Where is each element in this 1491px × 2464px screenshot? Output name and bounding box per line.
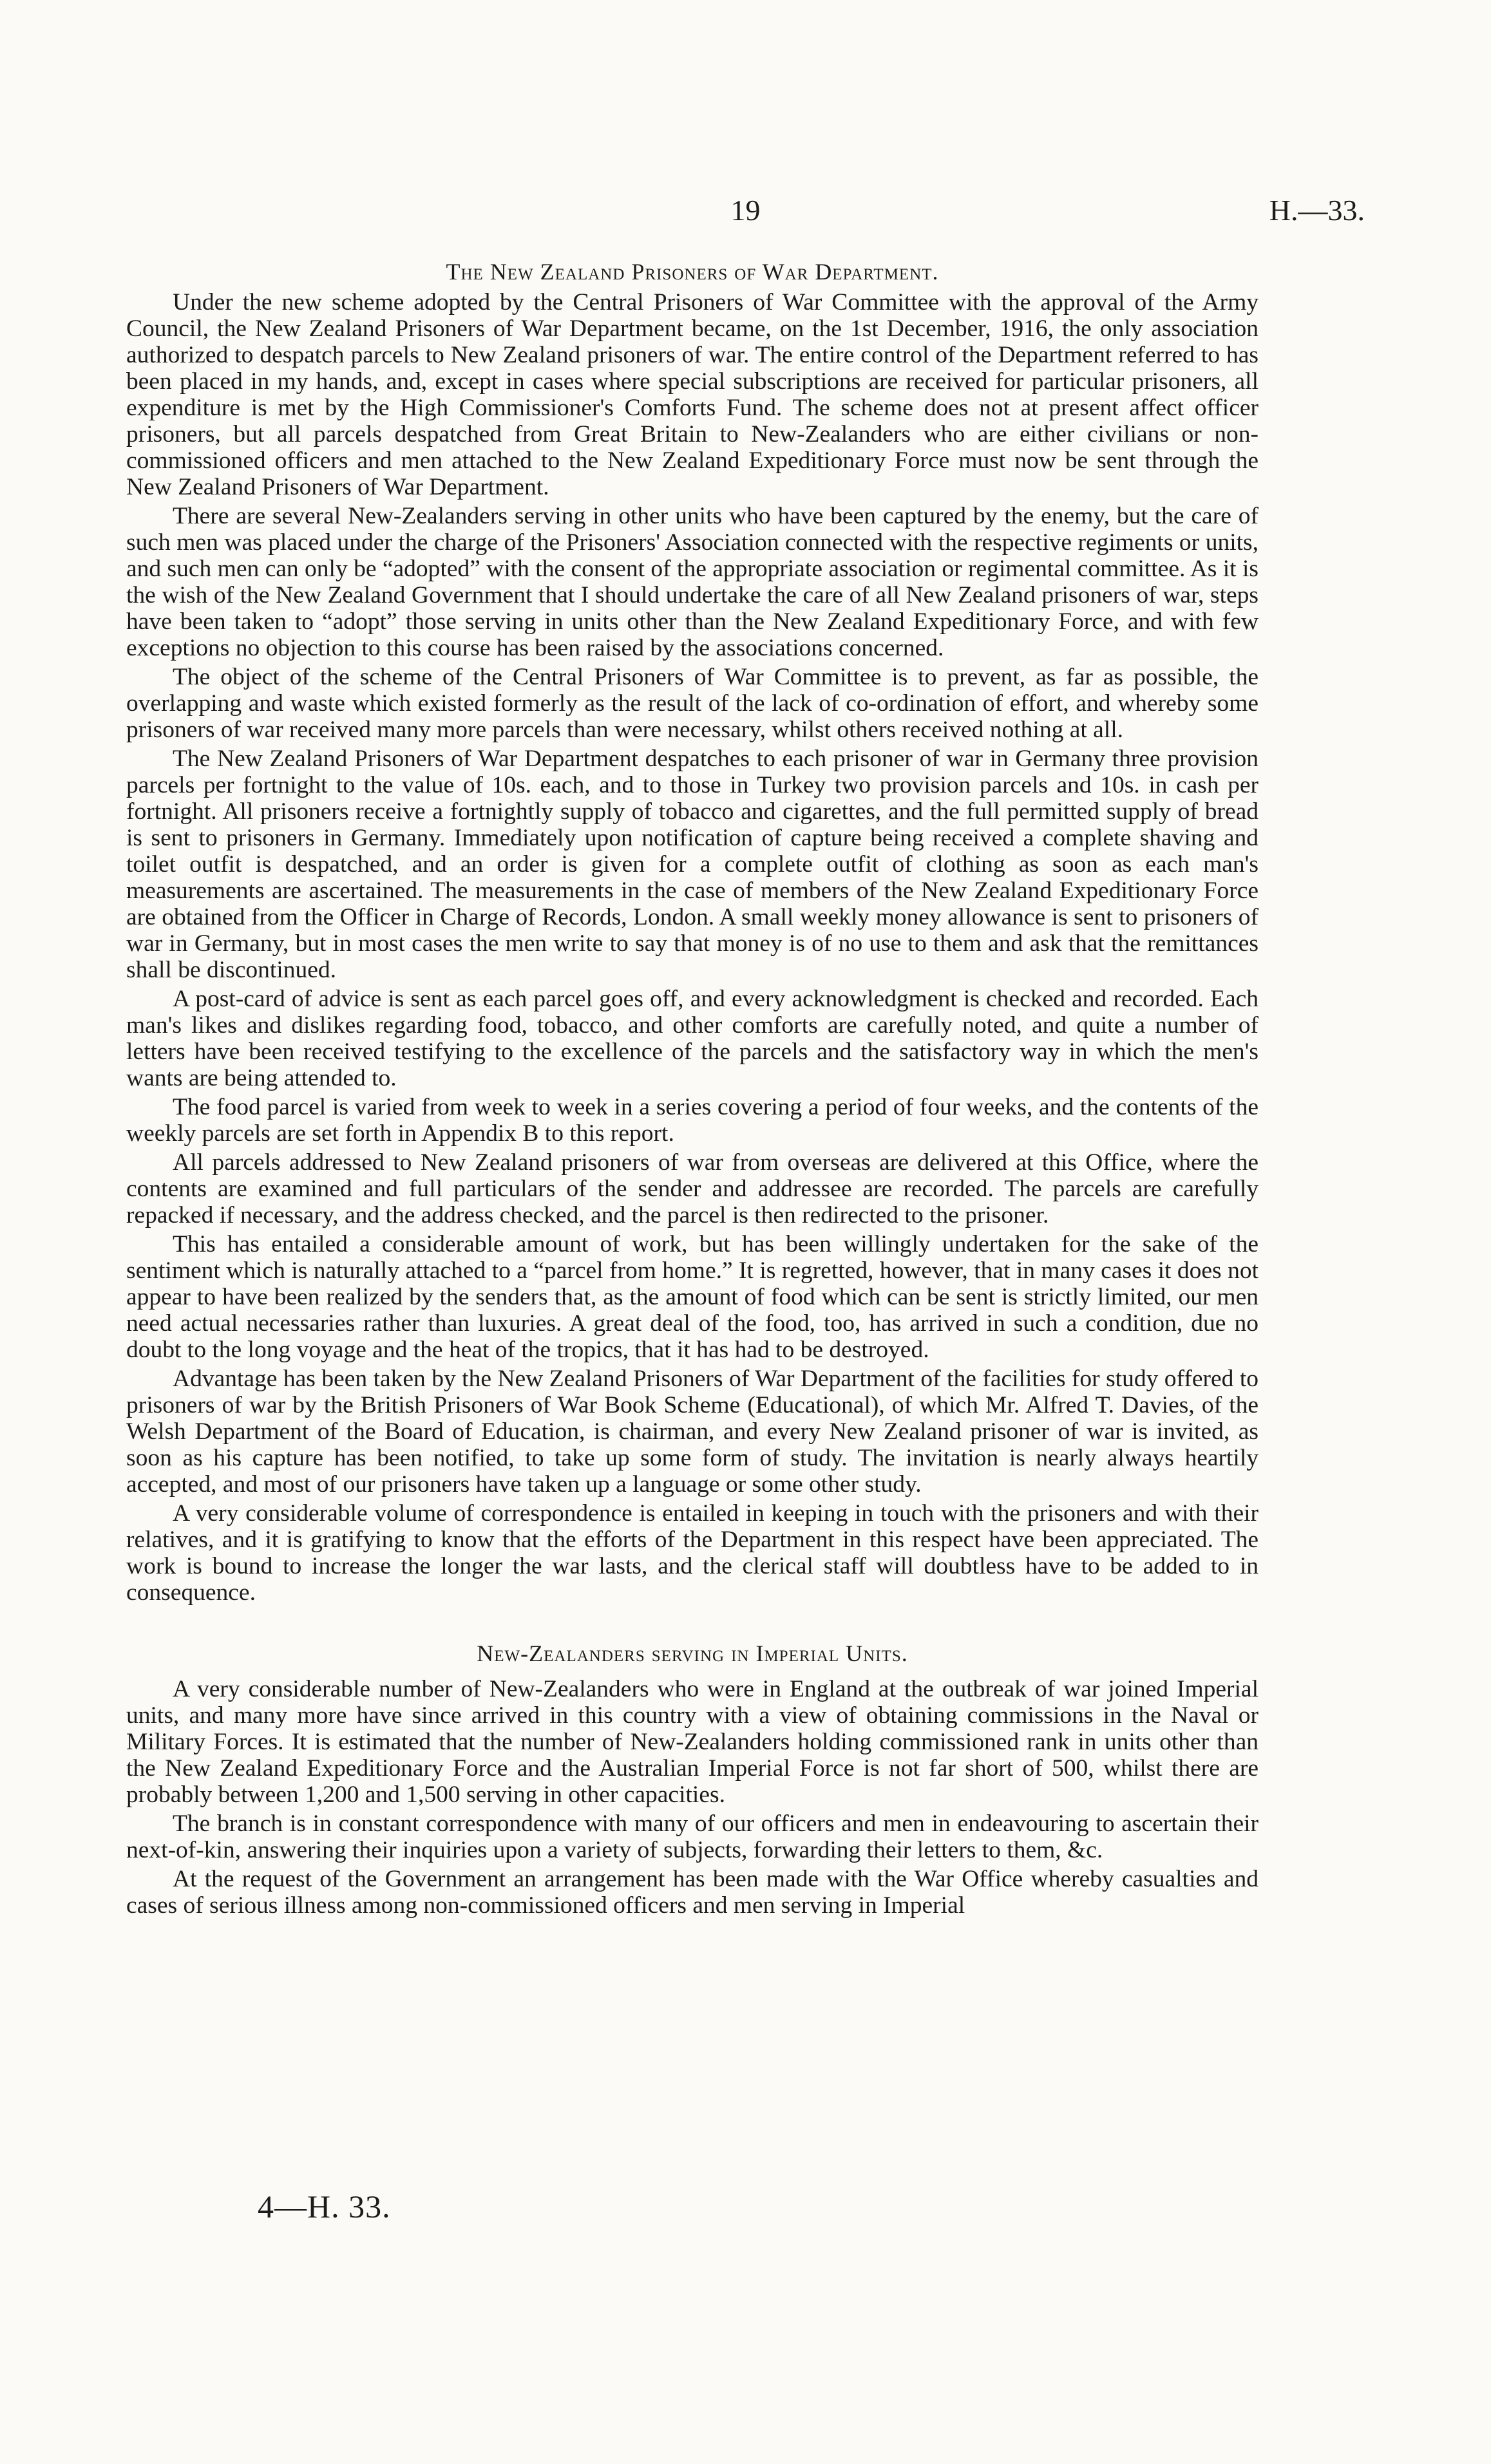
paragraph: The object of the scheme of the Central Prisoners of War Committee is to prevent, as far as possible, the overlapping and waste which existed formerly as the result of the lack of co-ordination of effort, and whereby some prisoners of war received many more parcels than were necessary, whilst others received nothing at all. xyxy=(126,664,1258,743)
paragraph: This has entailed a considerable amount of work, but has been willingly undertaken for the sake of the sentiment which is naturally attached to a “parcel from home.” It is regretted, however, that in many cases it does not appear to have been realized by the senders that, as the amount of food which can be sent is strictly limited, our men need actual necessaries rather than luxuries. A great deal of the food, too, has arrived in such a condition, due no doubt to the long voyage and the heat of the tropics, that it has had to be destroyed. xyxy=(126,1231,1258,1363)
page-number: 19 xyxy=(730,194,761,227)
page-header xyxy=(126,193,1365,245)
paragraph: A very considerable volume of correspondence is entailed in keeping in touch with the prisoners and with their relatives, and it is gratifying to know that the efforts of the Department in this respect have been appreciated. The work is bound to increase the longer the war lasts, and the clerical staff will doubtless have to be added to in consequence. xyxy=(126,1500,1258,1606)
document-reference: H.—33. xyxy=(1269,194,1365,227)
paragraph: Advantage has been taken by the New Zealand Prisoners of War Department of the facilities for study offered to prisoners of war by the British Prisoners of War Book Scheme (Educational), of which Mr. Alfred T. Davies, of the Welsh Department of the Board of Education, is chairman, and every New Zealand prisoner of war is invited, as soon as his capture has been notified, to take up some form of study. The invitation is nearly always heartily accepted, and most of our prisoners have taken up a language or some other study. xyxy=(126,1366,1258,1498)
paragraph: The New Zealand Prisoners of War Department despatches to each prisoner of war in Germany three provision parcels per fortnight to the value of 10s. each, and to those in Turkey two provision parcels and 10s. in cash per fortnight. All prisoners receive a fortnightly supply of tobacco and cigarettes, and the full permitted supply of bread is sent to prisoners in Germany. Immediately upon notification of capture being received a complete shaving and toilet outfit is despatched, and an order is given for a complete outfit of clothing as soon as each man's measurements are ascertained. The measurements in the case of members of the New Zealand Expeditionary Force are obtained from the Officer in Charge of Records, London. A small weekly money allowance is sent to prisoners of war in Germany, but in most cases the men write to say that money is of no use to them and ask that the remittances shall be discontinued. xyxy=(126,746,1258,983)
section-heading: New-Zealanders serving in Imperial Units. xyxy=(477,1641,908,1666)
paragraph: At the request of the Government an arrangement has been made with the War Office whereby casualties and cases of serious illness among non-commissioned officers and men serving in Imperial xyxy=(126,1866,1258,1919)
paragraph: All parcels addressed to New Zealand prisoners of war from overseas are delivered at this Office, where the contents are examined and full particulars of the sender and addressee are recorded. The parcels are carefully repacked if necessary, and the address checked, and the parcel is then redirected to the prisoner. xyxy=(126,1149,1258,1228)
paragraph: Under the new scheme adopted by the Central Prisoners of War Committee with the approval of the Army Council, the New Zealand Prisoners of War Department became, on the 1st December, 1916, the only association authorized to despatch parcels to New Zealand prisoners of war. The entire control of the Department referred to has been placed in my hands, and, except in cases where special subscriptions are received for particular prisoners, all expenditure is met by the High Commissioner's Comforts Fund. The scheme does not at present affect officer prisoners, but all parcels despatched from Great Britain to New-Zealanders who are either civilians or non-commissioned officers and men attached to the New Zealand Expeditionary Force must now be sent through the New Zealand Prisoners of War Department. xyxy=(126,289,1258,500)
paragraph: A very considerable number of New-Zealanders who were in England at the outbreak of war joined Imperial units, and many more have since arrived in this country with a view of obtaining commissions in the Naval or Military Forces. It is estimated that the number of New-Zealanders holding commissioned rank in units other than the New Zealand Expeditionary Force and the Australian Imperial Force is not far short of 500, whilst there are probably between 1,200 and 1,500 serving in other capacities. xyxy=(126,1676,1258,1808)
section-imperial-units xyxy=(126,1641,1258,1919)
paragraph: The food parcel is varied from week to week in a series covering a period of four weeks, and the contents of the weekly parcels are set forth in Appendix B to this report. xyxy=(126,1094,1258,1147)
paragraph: A post-card of advice is sent as each parcel goes off, and every acknowledgment is checked and recorded. Each man's likes and dislikes regarding food, tobacco, and other comforts are carefully noted, and quite a number of letters have been received testifying to the excellence of the parcels and the satisfactory way in which the men's wants are being attended to. xyxy=(126,986,1258,1091)
signature-reference: 4—H. 33. xyxy=(258,2188,391,2224)
document-body xyxy=(126,259,1258,1921)
section-prisoners-of-war-department xyxy=(126,259,1258,1606)
paragraph: There are several New-Zealanders serving in other units who have been captured by the enemy, but the care of such men was placed under the charge of the Prisoners' Association connected with the respective regiments or units, and such men can only be “adopted” with the consent of the appropriate association or regimental committee. As it is the wish of the New Zealand Government that I should undertake the care of all New Zealand prisoners of war, steps have been taken to “adopt” those serving in units other than the New Zealand Expeditionary Force, and with few exceptions no objection to this course has been raised by the associations concerned. xyxy=(126,503,1258,661)
paragraph: The branch is in constant correspondence with many of our officers and men in endeavouring to ascertain their next-of-kin, answering their inquiries upon a variety of subjects, forwarding their letters to them, &c. xyxy=(126,1810,1258,1863)
section-heading: The New Zealand Prisoners of War Department. xyxy=(446,259,939,285)
